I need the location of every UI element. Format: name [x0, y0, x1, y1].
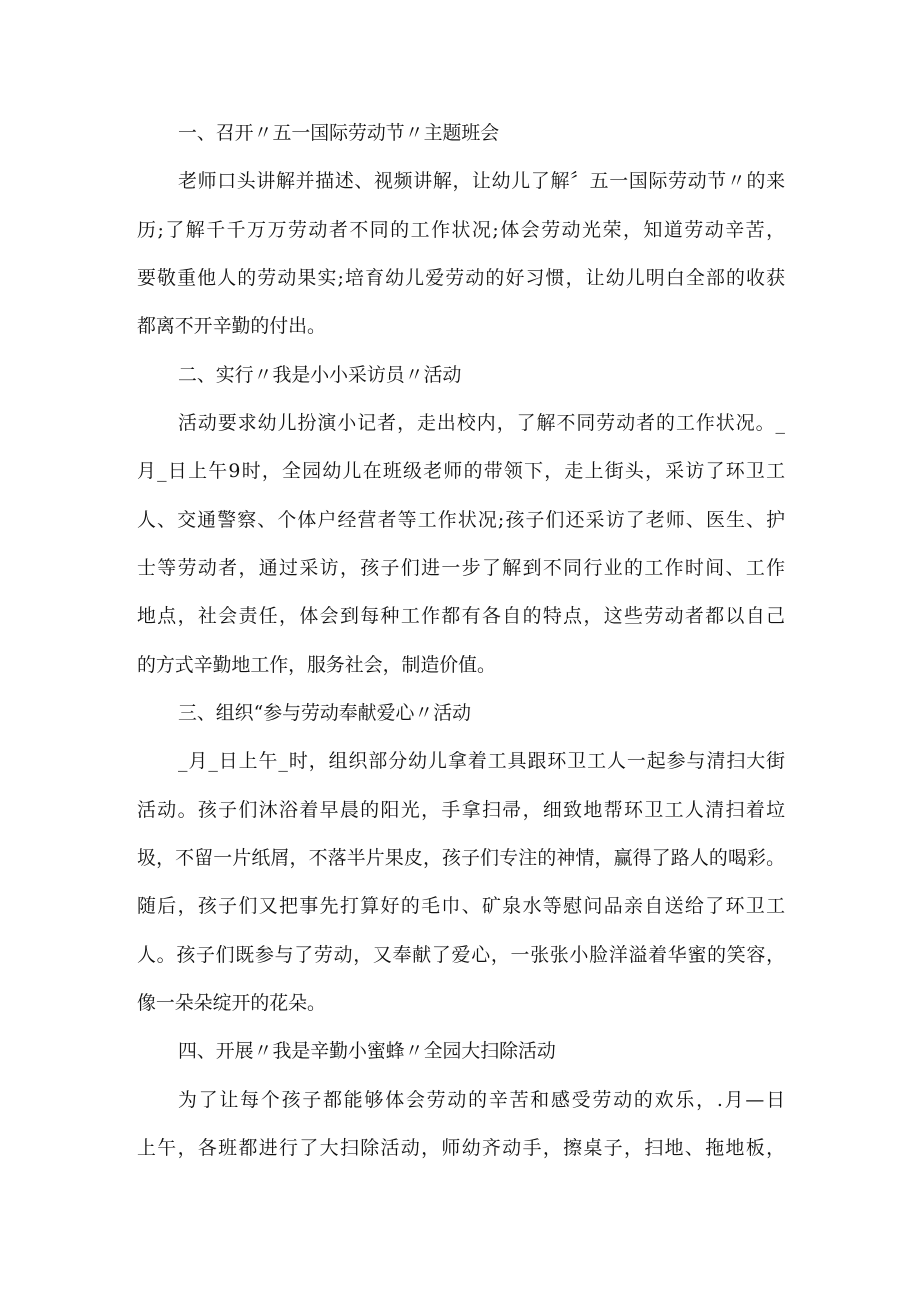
paragraph-line: 士等劳动者，通过采访，孩子们进一步了解到不同行业的工作时间、工作	[137, 556, 785, 579]
section-4	[137, 1027, 785, 1172]
paragraph-line: 要敬重他人的劳动果实;培育幼儿爱劳动的好习惯，让幼儿明白全部的收获	[137, 266, 785, 289]
section-heading: 三、组织“参与劳动奉献爱心〃活动	[178, 701, 472, 724]
paragraph-line: 像一朵朵绽开的花朵。	[137, 991, 326, 1014]
paragraph-line: 地点，社会责任，体会到每种工作都有各自的特点，这些劳动者都以自己	[137, 605, 785, 628]
section-paragraph	[137, 737, 785, 1027]
paragraph-line: _月_日上午_时，组织部分幼儿拿着工具跟环卫工人一起参与清扫大街	[178, 750, 785, 773]
paragraph-line: 月_日上午9时，全园幼儿在班级老师的带领下，走上街头，采访了环卫工	[137, 460, 785, 483]
paragraph-line: 活动。孩子们沐浴着早晨的阳光，手拿扫帚，细致地帮环卫工人清扫着垃	[137, 798, 785, 821]
section-2	[137, 351, 785, 689]
paragraph-line: 人。孩子们既参与了劳动，又奉献了爱心，一张张小脸洋溢着华蜜的笑容，	[137, 943, 785, 966]
paragraph-line: 历;了解千千万万劳动者不同的工作状况;体会劳动光荣，知道劳动辛苦，	[137, 218, 785, 241]
section-heading: 二、实行〃我是小小采访员〃活动	[178, 363, 462, 386]
section-3	[137, 689, 785, 1027]
section-1	[137, 109, 785, 351]
paragraph-line: 圾，不留一片纸屑，不落半片果皮，孩子们专注的神情，赢得了路人的喝彩。	[137, 846, 785, 869]
section-paragraph	[137, 1076, 785, 1173]
section-heading: 一、召开〃五一国际劳动节〃主题班会	[178, 122, 500, 144]
paragraph-line: 上午，各班都进行了大扫除活动，师幼齐动手，擦桌子，扫地、拖地板，	[137, 1136, 785, 1159]
paragraph-line: 人、交通警察、个体户经营者等工作状况;孩子们还采访了老师、医生、护	[137, 508, 785, 531]
section-paragraph	[137, 399, 785, 689]
paragraph-line: 的方式辛勤地工作，服务社会，制造价值。	[137, 653, 496, 676]
paragraph-line: 都离不开辛勤的付出。	[137, 315, 326, 338]
document-page	[137, 109, 785, 1172]
paragraph-line: 老师口头讲解并描述、视频讲解，让幼儿了解〞五一国际劳动节〃的来	[178, 170, 785, 193]
paragraph-line: 为了让每个孩子都能够体会劳动的辛苦和感受劳动的欢乐，.月—日	[178, 1088, 785, 1111]
section-heading: 四、开展〃我是辛勤小蜜蜂〃全园大扫除活动	[178, 1040, 556, 1063]
paragraph-line: 随后，孩子们又把事先打算好的毛巾、矿泉水等慰问品亲自送给了环卫工	[137, 895, 785, 918]
paragraph-line: 活动要求幼儿扮演小记者，走出校内，了解不同劳动者的工作状况。_	[178, 411, 785, 434]
section-paragraph	[137, 157, 785, 350]
